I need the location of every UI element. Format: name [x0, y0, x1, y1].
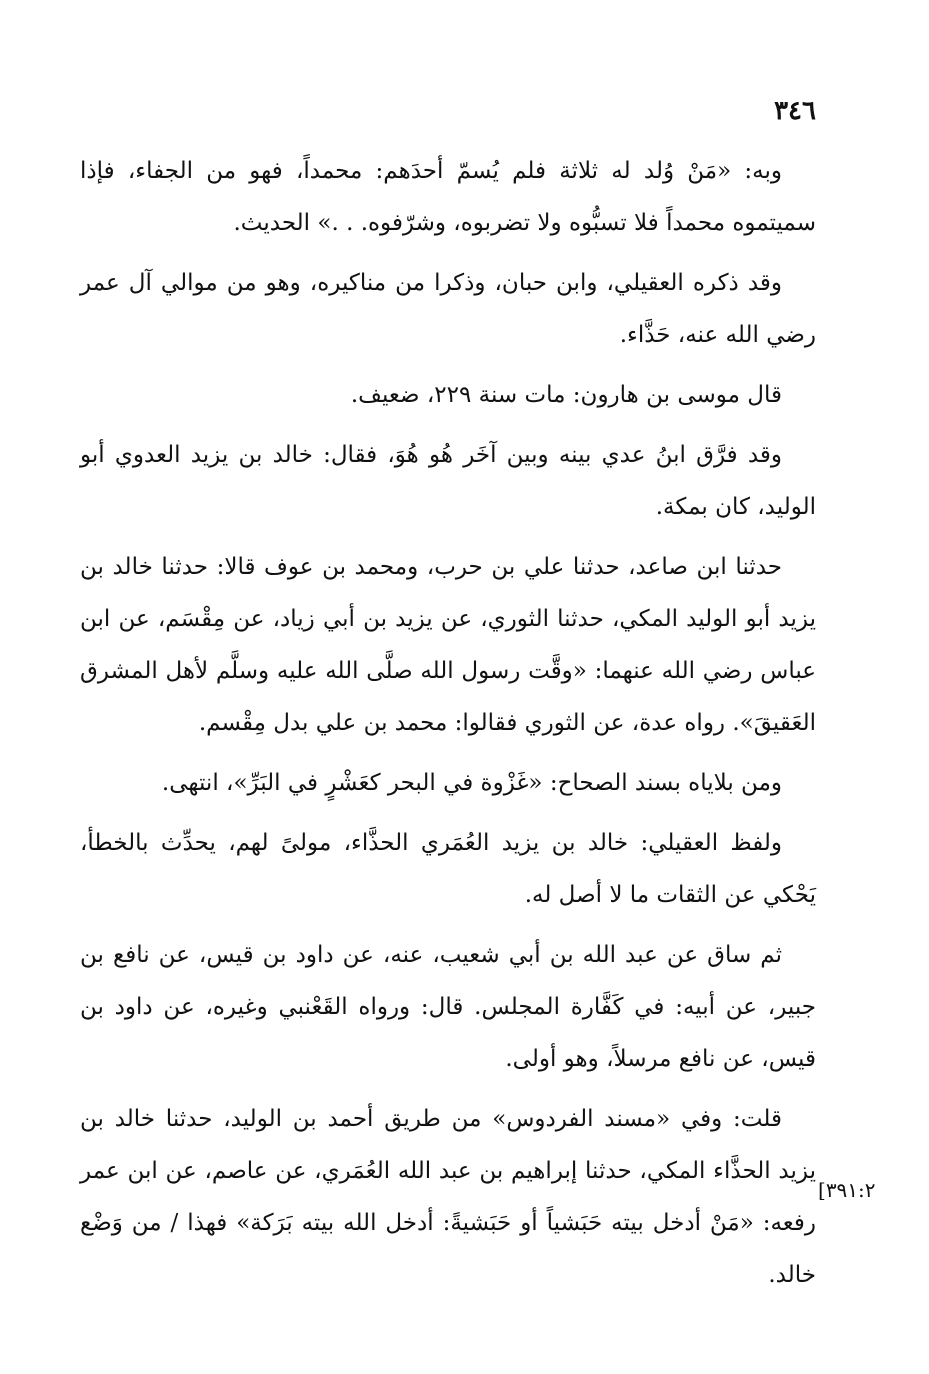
- paragraph-9: قلت: وفي «مسند الفردوس» من طريق أحمد بن الوليد، حدثنا خالد بن يزيد الحذَّاء المكي، حدثنا إبراهيم بن عبد الله العُمَري، عن عاصم، عن ابن عمر رفعه: «مَنْ أدخل بيته حَبَشياً أو حَبَشيةً: أدخل الله بيته بَرَكة» فهذا / من وَضْع خالد.: [80, 1106, 816, 1288]
- paragraph-3: قال موسى بن هارون: مات سنة ٢٢٩، ضعيف.: [350, 382, 782, 408]
- paragraph-8: ثم ساق عن عبد الله بن أبي شعيب، عنه، عن داود بن قيس، عن نافع بن جبير، عن أبيه: في كَفَّارة المجلس. قال: ورواه القَعْنبي وغيره، عن داود بن قيس، عن نافع مرسلاً، وهو أولى.: [80, 942, 816, 1072]
- paragraph-5: حدثنا ابن صاعد، حدثنا علي بن حرب، ومحمد بن عوف قالا: حدثنا خالد بن يزيد أبو الوليد المكي، حدثنا الثوري، عن يزيد بن أبي زياد، عن مِقْسَم، عن ابن عباس رضي الله عنهما: «وقَّت رسول الله صلَّى الله عليه وسلَّم لأهل المشرق العَقيقَ». رواه عدة، عن الثوري فقالوا: محمد بن علي بدل مِقْسم.: [80, 554, 816, 736]
- paragraph-7: ولفظ العقيلي: خالد بن يزيد العُمَري الحذَّاء، مولىً لهم، يحدِّث بالخطأ، يَحْكي عن الثقات ما لا أصل له.: [80, 830, 816, 908]
- margin-reference: [٣٩١:٢: [818, 1178, 876, 1202]
- paragraph-4: وقد فرَّق ابنُ عدي بينه وبين آخَر هُو هُوَ، فقال: خالد بن يزيد العدوي أبو الوليد، كان بمكة.: [80, 442, 816, 520]
- paragraph-1: وبه: «مَنْ وُلد له ثلاثة فلم يُسمّ أحدَهم: محمداً، فهو من الجفاء، فإذا سميتموه محمداً فلا تسبُّوه ولا تضربوه، وشرّفوه. . .» الحديث.: [80, 158, 816, 236]
- paragraph-6: ومن بلاياه بسند الصحاح: «غَزْوة في البحر كعَشْرٍ في البَرِّ»، انتهى.: [161, 770, 782, 796]
- paragraph-2: وقد ذكره العقيلي، وابن حبان، وذكرا من مناكيره، وهو من موالي آل عمر رضي الله عنه، حَذَّاء.: [80, 270, 816, 348]
- body-text: [80, 145, 816, 1309]
- page-number: ٣٤٦: [774, 96, 816, 126]
